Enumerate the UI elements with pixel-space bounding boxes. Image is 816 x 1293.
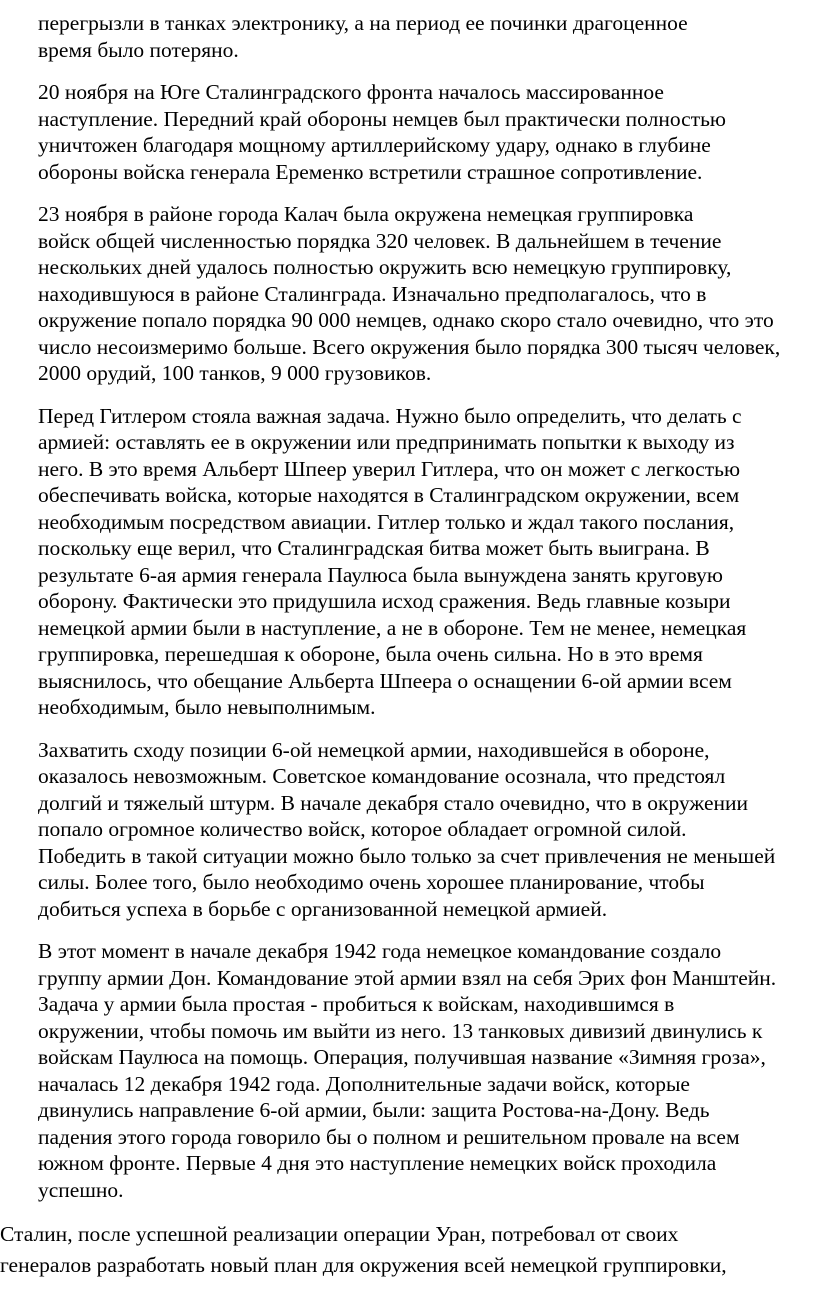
paragraph-line: двинулись направление 6-ой армии, были: защита Ростова-на-Дону. Ведь (38, 1098, 710, 1122)
paragraph (0, 938, 816, 1203)
paragraph-line: добиться успеха в борьбе с организованной немецкой армией. (38, 896, 608, 921)
paragraph-line: Захватить сходу позиции 6-ой немецкой армии, находившейся в обороне, (38, 737, 710, 762)
paragraph-line: нескольких дней удалось полностью окружить всю немецкую группировку, (38, 255, 732, 279)
paragraph-line: уничтожен благодаря мощному артиллерийскому удару, однако в глубине (38, 133, 711, 157)
paragraph (0, 403, 816, 721)
paragraph-line: 2000 орудий, 100 танков, 9 000 грузовиков. (38, 361, 432, 385)
paragraph-line: началась 12 декабря 1942 года. Дополнительные задачи войск, которые (38, 1071, 690, 1096)
paragraph-line: оказалось невозможным. Советское командование осознала, что предстоял (38, 764, 726, 788)
paragraph-line: наступление. Передний край обороны немцев был практически полностью (38, 106, 726, 131)
paragraph-line: необходимым, было невыполнимым. (38, 695, 376, 719)
paragraph-line: силы. Более того, было необходимо очень хорошее планирование, чтобы (38, 870, 705, 894)
paragraph-line: группу армии Дон. Командование этой армии взял на себя Эрих фон Манштейн. (38, 965, 777, 990)
paragraph-line: Задача у армии была простая - пробиться к войскам, находившимся в (38, 992, 675, 1016)
paragraph-line: войск общей численностью порядка 320 человек. В дальнейшем в течение (38, 228, 722, 253)
document-body (0, 10, 816, 1281)
paragraph (0, 1219, 816, 1281)
paragraph-line: Победить в такой ситуации можно было только за счет привлечения не меньшей (38, 843, 776, 868)
paragraph (0, 201, 816, 387)
paragraph-line: В этот момент в начале декабря 1942 года немецкое командование создало (38, 939, 722, 963)
paragraph-line: армией: оставлять ее в окружении или предпринимать попытки к выходу из (38, 430, 735, 454)
paragraph-line: окружении, чтобы помочь им выйти из него. 13 танковых дивизий двинулись к (38, 1018, 763, 1043)
paragraph-line: 23 ноября в районе города Калач была окружена немецкая группировка (38, 202, 694, 226)
paragraph-line: находившуюся в районе Сталинграда. Изначально предполагалось, что в (38, 281, 707, 306)
paragraph-line: немецкой армии были в наступление, а не в обороне. Тем не менее, немецкая (38, 615, 747, 640)
paragraph-line: падения этого города говорило бы о полном и решительном провале на всем (38, 1124, 740, 1149)
paragraph-line: окружение попало порядка 90 000 немцев, однако скоро стало очевидно, что это (38, 308, 774, 332)
paragraph-line: поскольку еще верил, что Сталинградская битва может быть выиграна. В (38, 536, 710, 560)
paragraph-line: группировка, перешедшая к обороне, была очень сильна. Но в это время (38, 642, 703, 666)
paragraph-line: перегрызли в танках электронику, а на период ее починки драгоценное (38, 11, 688, 35)
paragraph-line: выяснилось, что обещание Альберта Шпеера о оснащении 6-ой армии всем (38, 668, 732, 693)
paragraph-line: попало огромное количество войск, которое обладает огромной силой. (38, 817, 687, 841)
paragraph (0, 79, 816, 185)
paragraph-line: 20 ноября на Юге Сталинградского фронта началось массированное (38, 80, 664, 104)
paragraph-line: результате 6-ая армия генерала Паулюса была вынуждена занять круговую (38, 562, 723, 587)
paragraph-line: время было потеряно. (38, 37, 239, 62)
paragraph-line: долгий и тяжелый штурм. В начале декабря стало очевидно, что в окружении (38, 790, 749, 815)
paragraph (0, 10, 816, 63)
paragraph-line: Перед Гитлером стояла важная задача. Нужно было определить, что делать с (38, 403, 742, 428)
paragraph-line: обеспечивать войска, которые находятся в Сталинградском окружении, всем (38, 483, 740, 507)
paragraph-line: оборону. Фактически это придушила исход сражения. Ведь главные козыри (38, 589, 731, 613)
paragraph-line: войскам Паулюса на помощь. Операция, получившая название «Зимняя гроза», (38, 1045, 766, 1069)
paragraph-line: Сталин, после успешной реализации операции Уран, потребовал от своих (0, 1222, 679, 1246)
paragraph-line: него. В это время Альберт Шпеер уверил Гитлера, что он может с легкостью (38, 456, 741, 481)
paragraph-line: успешно. (38, 1177, 124, 1202)
paragraph-line: генералов разработать новый план для окружения всей немецкой группировки, (0, 1253, 727, 1277)
paragraph-line: необходимым посредством авиации. Гитлер только и ждал такого послания, (38, 509, 735, 534)
paragraph-line: число несоизмеримо больше. Всего окружения было порядка 300 тысяч человек, (38, 334, 781, 359)
paragraph-line: южном фронте. Первые 4 дня это наступление немецких войск проходила (38, 1151, 717, 1175)
paragraph-line: обороны войска генерала Еременко встретили страшное сопротивление. (38, 159, 703, 184)
paragraph (0, 737, 816, 923)
